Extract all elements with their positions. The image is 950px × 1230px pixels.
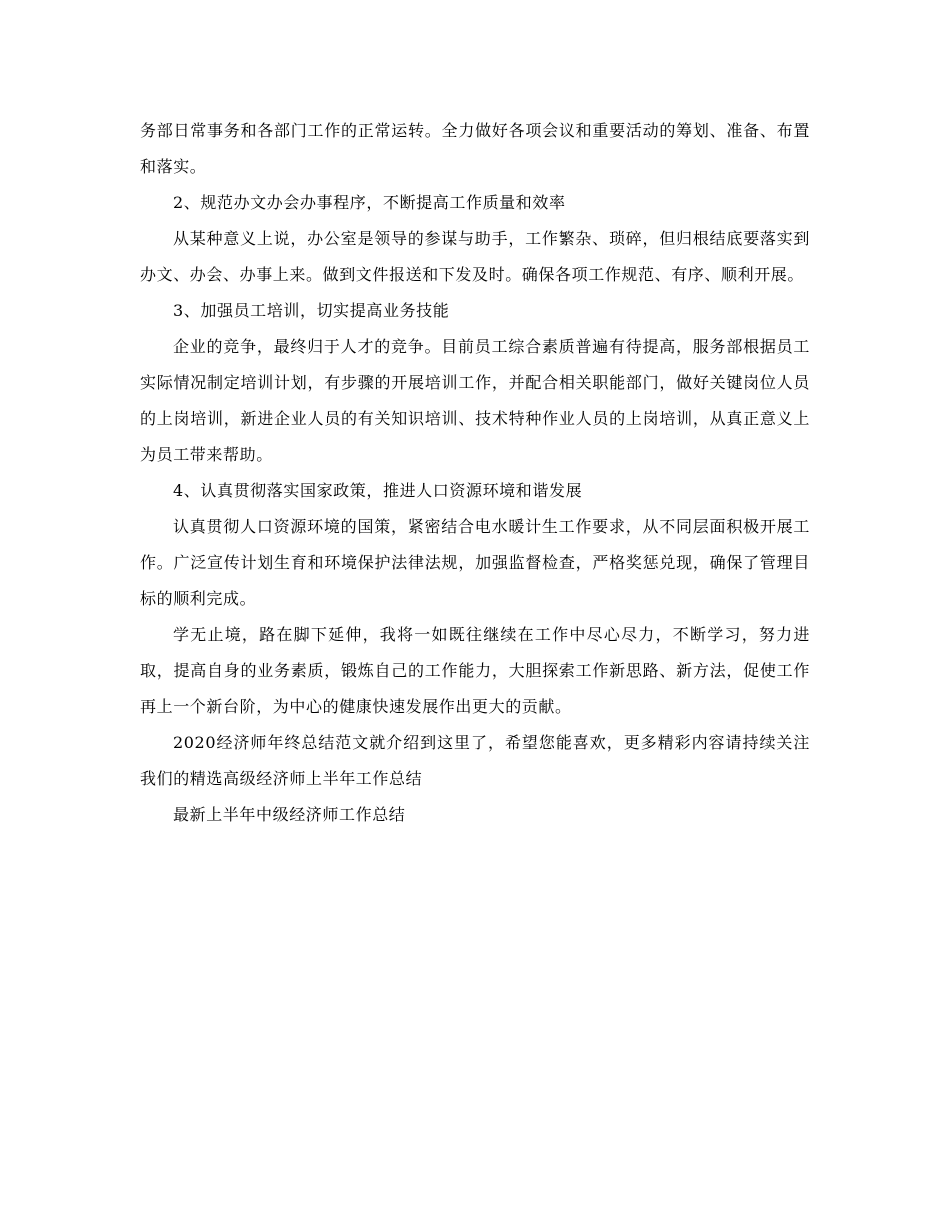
paragraph-policy: 认真贯彻人口资源环境的国策，紧密结合电水暖计生工作要求，从不同层面积极开展工作。广泛宣传计划生育和环境保护法律法规，加强监督检查，严格奖惩兑现，确保了管理目标的顺利完成。 <box>140 517 810 608</box>
paragraph-conclusion: 学无止境，路在脚下延伸，我将一如既往继续在工作中尽心尽力，不断学习，努力进取，提高自身的业务素质，锻炼自己的工作能力，大胆探索工作新思路、新方法，促使工作再上一个新台阶，为中心的健康快速发展作出更大的贡献。 <box>140 625 810 716</box>
document-body <box>140 113 810 833</box>
paragraph-continuation: 务部日常事务和各部门工作的正常运转。全力做好各项会议和重要活动的筹划、准备、布置和落实。 <box>140 121 810 176</box>
section-heading-2: 2、规范办文办会办事程序，不断提高工作质量和效率 <box>173 193 566 212</box>
section-heading-4: 4、认真贯彻落实国家政策，推进人口资源环境和谐发展 <box>173 481 583 500</box>
related-article-link[interactable]: 最新上半年中级经济师工作总结 <box>173 805 406 824</box>
section-heading-3: 3、加强员工培训，切实提高业务技能 <box>173 301 450 320</box>
paragraph-training: 企业的竞争，最终归于人才的竞争。目前员工综合素质普遍有待提高，服务部根据员工实际情况制定培训计划，有步骤的开展培训工作，并配合相关职能部门，做好关键岗位人员的上岗培训，新进企业人员的有关知识培训、技术特种作业人员的上岗培训，从真正意义上为员工带来帮助。 <box>140 337 810 464</box>
paragraph-closing-note: 2020经济师年终总结范文就介绍到这里了，希望您能喜欢，更多精彩内容请持续关注我们的精选高级经济师上半年工作总结 <box>140 733 810 788</box>
paragraph-office-role: 从某种意义上说，办公室是领导的参谋与助手，工作繁杂、琐碎，但归根结底要落实到办文、办会、办事上来。做到文件报送和下发及时。确保各项工作规范、有序、顺利开展。 <box>140 229 810 284</box>
